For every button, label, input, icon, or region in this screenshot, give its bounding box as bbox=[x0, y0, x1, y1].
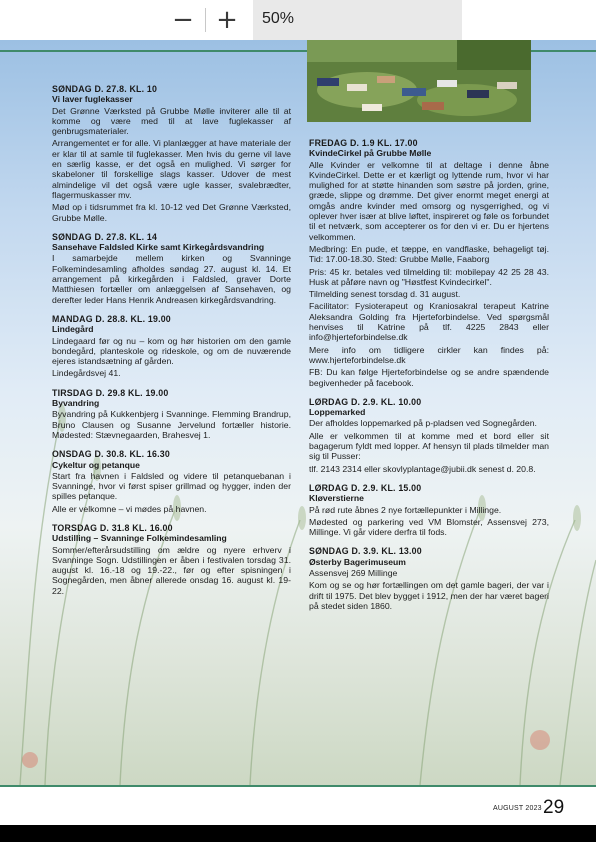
event-date: MANDAG D. 28.8. KL. 19.00 bbox=[52, 313, 171, 324]
event-title: Byvandring bbox=[52, 398, 100, 409]
event-title: Vi laver fuglekasser bbox=[52, 94, 133, 105]
zoom-out-button[interactable] bbox=[163, 4, 203, 36]
event-item bbox=[52, 314, 291, 379]
event-date: TORSDAG D. 31.8 KL. 16.00 bbox=[52, 522, 173, 533]
event-text: Det Grønne Værksted på Grubbe Mølle inviterer alle til at komme og være med til at lave fuglekasser af genbrugsmaterialer. bbox=[52, 105, 291, 137]
event-title: Loppemarked bbox=[309, 407, 366, 418]
event-date: LØRDAG D. 2.9. KL. 15.00 bbox=[309, 482, 422, 493]
event-item bbox=[52, 84, 291, 223]
event-date: FREDAG D. 1.9 KL. 17.00 bbox=[309, 138, 418, 148]
event-text: Lindegaard før og nu – kom og hør historien om den gamle bondegård, planteskole og rideskole, og om de nuværende ejeres istandsætning af gården. bbox=[52, 335, 291, 367]
event-title: Sansehave Faldsled Kirke samt Kirkegårdsvandring bbox=[52, 242, 265, 253]
event-item bbox=[309, 546, 549, 611]
event-text: Tilmelding senest torsdag d. 31 august. bbox=[309, 289, 461, 300]
event-text: Alle Kvinder er velkomne til at deltage i denne åbne KvindeCirkel. Dette er et kærligt og lyttende rum, hvor vi har mulighed for at støtte hinanden som søstre på jorden, grine, græde, slippe og drømme. Det giver enormt meget energi at omgås andre kvinder med omsorg og nysgerrighed, og vi oplever hver især at blive løftet, inspireret og føle os forbundet til et netværk, som accepterer os for den vi er. Du er hjertens velkommen. bbox=[309, 159, 549, 242]
event-date: SØNDAG D. 27.8. KL. 14 bbox=[52, 231, 158, 242]
event-text: Pris: 45 kr. betales ved tilmelding til: mobilepay 42 25 28 43. Husk at påføre navn og "Høstfest Kvindecirkel". bbox=[309, 266, 549, 287]
event-item bbox=[52, 449, 291, 514]
event-date: SØNDAG D. 3.9. KL. 13.00 bbox=[309, 546, 422, 557]
event-text: tlf. 2143 2314 eller skovlyplantage@jubii.dk senest d. 20.8. bbox=[309, 463, 536, 474]
event-text: Lindegårdsvej 41. bbox=[52, 368, 121, 379]
minus-icon: − bbox=[172, 5, 194, 35]
event-text: Der afholdes loppemarked på p-pladsen ved Sognegården. bbox=[309, 418, 537, 429]
zoom-in-button[interactable] bbox=[207, 4, 247, 36]
right-column bbox=[309, 138, 549, 620]
event-text: I samarbejde mellem kirken og Svanninge Folkemindesamling afholdes søndag 27. august kl. 14. Et arrangement på kirkegården i Faldsled, graver Dorte Matthiesen fortæller om anlæggelsen af Sansehaven, og derefter leder Hans Henrik Andreasen kirkegårdsvandring. bbox=[52, 253, 291, 305]
event-title: Lindegård bbox=[52, 324, 94, 335]
event-text: Alle er velkommen til at komme med et bord eller sit bagagerum fyldt med lopper. Af hensyn til plads tilmelder man sig til Pusser: bbox=[309, 430, 549, 462]
toolbar-divider bbox=[205, 8, 206, 32]
event-date: SØNDAG D. 27.8. KL. 10 bbox=[52, 84, 158, 94]
event-text: FB: Du kan følge Hjerteforbindelse og se andre spændende begivenheder på facebook. bbox=[309, 367, 549, 388]
event-text: Alle er velkomne – vi mødes på havnen. bbox=[52, 503, 207, 514]
magazine-page bbox=[0, 40, 596, 825]
viewer-bottom-bar bbox=[0, 825, 596, 842]
plus-icon: + bbox=[216, 5, 238, 35]
event-date: LØRDAG D. 2.9. KL. 10.00 bbox=[309, 396, 422, 407]
event-text: Sommer/efterårsudstilling om ældre og nyere erhverv i Svanninge Sogn. Udstillingen er åben i festivalen torsdag 31. august kl. 16.-18 og 19.-22., før og efter spisningen i Sognegården, men åbner allerede onsdag 16. august kl. 19-22. bbox=[52, 544, 291, 596]
event-item bbox=[309, 483, 549, 537]
event-title: Cykeltur og petanque bbox=[52, 459, 140, 470]
event-title: Udstilling – Svanninge Folkemindesamling bbox=[52, 533, 227, 544]
event-text: Kom og se og hør fortællingen om det gamle bageri, der var i drift til 1975. Det blev bygget i 1912, men der har været bageri på stedet siden 1860. bbox=[309, 580, 549, 611]
footer-month: AUGUST 2023 bbox=[493, 805, 542, 812]
event-text: Mødested og parkering ved VM Blomster, Assensvej 273, Millinge. Vi går videre derfra til fods. bbox=[309, 516, 549, 538]
event-item bbox=[52, 523, 291, 596]
event-text: Assensvej 269 Millinge bbox=[309, 567, 398, 578]
event-title: Kløverstierne bbox=[309, 493, 364, 504]
event-date: ONSDAG D. 30.8. KL. 16.30 bbox=[52, 449, 170, 460]
event-item bbox=[309, 138, 549, 388]
event-text: Medbring: En pude, et tæppe, en vandflaske, behageligt tøj. Tid: 17.00-18.30. Sted: Grubbe Mølle, Faaborg bbox=[309, 243, 549, 265]
left-column bbox=[52, 84, 291, 605]
event-date: TIRSDAG D. 29.8 KL. 19.00 bbox=[52, 387, 169, 398]
event-text: Mød op i tidsrummet fra kl. 10-12 ved Det Grønne Værksted, Grubbe Mølle. bbox=[52, 202, 291, 223]
zoom-level-field[interactable] bbox=[253, 0, 462, 40]
event-item bbox=[309, 397, 549, 474]
viewer-toolbar bbox=[0, 0, 596, 40]
event-text: På rød rute åbnes 2 nye fortællepunkter i Millinge. bbox=[309, 504, 502, 515]
event-text: Mere info om tidligere cirkler kan findes på: www.hjerteforbindelse.dk bbox=[309, 344, 549, 365]
zoom-level-value: 50% bbox=[262, 10, 295, 27]
event-item bbox=[52, 232, 291, 305]
women-circle-photo bbox=[307, 40, 531, 122]
event-item bbox=[52, 388, 291, 440]
event-text: Start fra havnen i Faldsled og videre til petanquebanan i Svanninge, hvor vi først spiser grillmad og hygger, inden der spilles petanque. bbox=[52, 470, 291, 502]
event-text: Byvandring på Kukkenbjerg i Svanninge. Flemming Brandrup, Bruno Clausen og Susanne Jervelund fortæller historie. Mødested: Stævnegaarden, Brahesvej 1. bbox=[52, 409, 291, 440]
event-text: Facilitator: Fysioterapeut og Kraniosakral terapeut Katrine Aleksandra Golding fra Hjerteforbindelse. Ved spørgsmål henvises til Katrine på tlf. 4225 2843 eller info@hjerteforbindelse.dk bbox=[309, 301, 549, 343]
event-text: Arrangementet er for alle. Vi planlægger at have materiale der er klar til at samle til fuglekasser. Men hvis du gerne vil lave en særlig kasse, er det også en mulighed. Vi sørger for skabeloner til forskellige slags kasser. Udover de mest almindelige vil det også være ugle kasser, svalebrædter, flagermuskasser mv. bbox=[52, 138, 291, 200]
page-number: 29 bbox=[543, 797, 565, 818]
event-title: KvindeCirkel på Grubbe Mølle bbox=[309, 148, 432, 159]
event-title: Østerby Bagerimuseum bbox=[309, 556, 406, 567]
